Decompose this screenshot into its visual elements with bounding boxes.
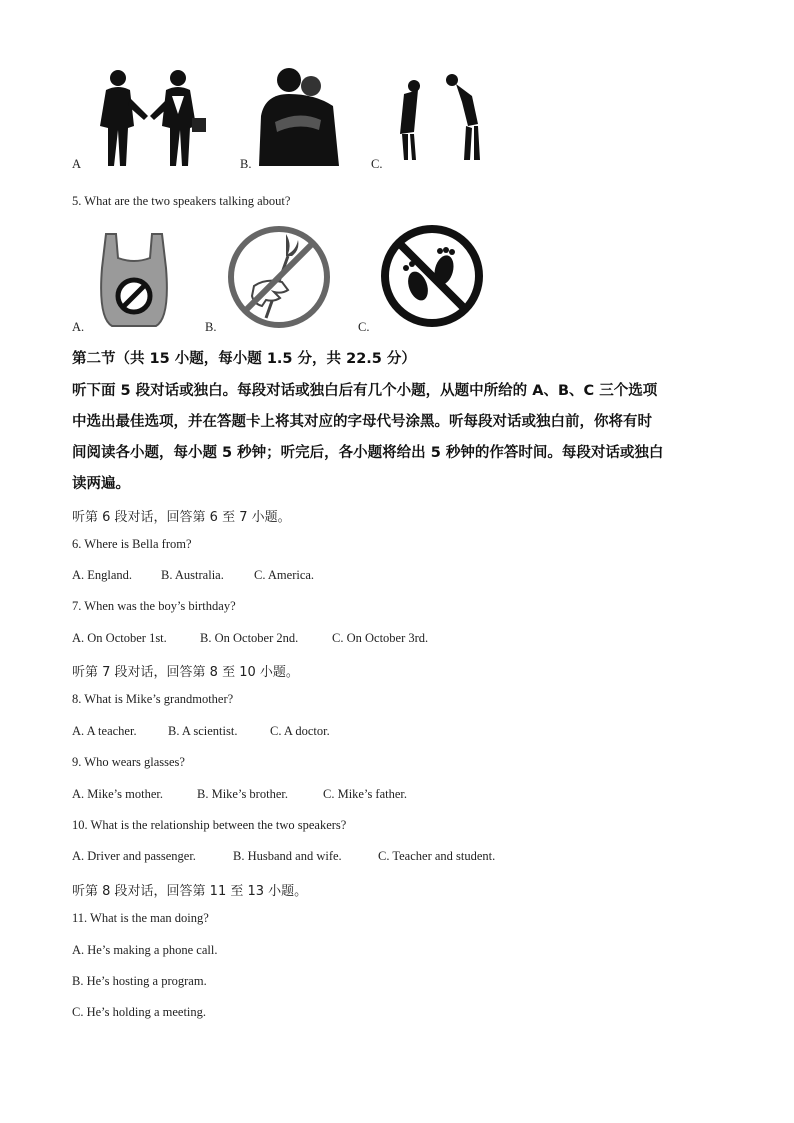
q4-option-b-label: B. xyxy=(240,157,252,171)
q7-option-c: C. On October 3rd. xyxy=(332,631,429,645)
q4-option-c-label: C. xyxy=(371,157,383,171)
section2-instructions-line4: 读两遍。 xyxy=(72,476,130,492)
q10-option-a: A. Driver and passenger. xyxy=(72,849,196,863)
no-picking-flowers-icon xyxy=(226,224,332,330)
dialogue6-intro: 听第 6 段对话，回答第 6 至 7 小题。 xyxy=(72,510,291,525)
q10-question: 10. What is the relationship between the two speakers? xyxy=(72,818,347,832)
q9-option-c: C. Mike’s father. xyxy=(323,787,408,801)
q10-option-c: C. Teacher and student. xyxy=(378,849,496,863)
q8-option-b: B. A scientist. xyxy=(168,724,238,738)
q6-option-c: C. America. xyxy=(254,568,315,582)
section2-instructions-line2: 中选出最佳选项，并在答题卡上将其对应的字母代号涂黑。听每段对话或独白前，你将有时 xyxy=(72,414,652,430)
q9-question: 9. Who wears glasses? xyxy=(72,755,185,769)
q8-option-a: A. A teacher. xyxy=(72,724,137,738)
q8-question: 8. What is Mike’s grandmother? xyxy=(72,692,234,706)
q11-option-b: B. He’s hosting a program. xyxy=(72,974,207,988)
dialogue8-intro: 听第 8 段对话，回答第 11 至 13 小题。 xyxy=(72,884,308,899)
section2-instructions-line3: 间阅读各小题，每小题 5 秒钟；听完后，各小题将给出 5 秒钟的作答时间。每段对话或独白 xyxy=(72,445,664,461)
no-plastic-bag-icon xyxy=(96,228,172,330)
no-stepping-icon xyxy=(378,224,486,328)
bow-icon xyxy=(392,72,486,164)
q9-option-a: A. Mike’s mother. xyxy=(72,787,163,801)
q6-option-b: B. Australia. xyxy=(161,568,224,582)
q7-option-a: A. On October 1st. xyxy=(72,631,167,645)
section2-instructions-line1: 听下面 5 段对话或独白。每段对话或独白后有几个小题，从题中所给的 A、B、C 三个选项 xyxy=(72,383,658,399)
q5-option-b-label: B. xyxy=(205,320,217,334)
q7-option-b: B. On October 2nd. xyxy=(200,631,299,645)
q6-option-a: A. England. xyxy=(72,568,133,582)
q5-option-c-label: C. xyxy=(358,320,370,334)
q4-option-a-label: A xyxy=(72,157,82,171)
q7-question: 7. When was the boy’s birthday? xyxy=(72,599,236,613)
q11-question: 11. What is the man doing? xyxy=(72,911,209,925)
q8-option-c: C. A doctor. xyxy=(270,724,330,738)
handshake-icon xyxy=(92,68,210,168)
q10-option-b: B. Husband and wife. xyxy=(233,849,342,863)
q9-option-b: B. Mike’s brother. xyxy=(197,787,288,801)
section2-heading: 第二节（共 15 小题，每小题 1.5 分，共 22.5 分） xyxy=(72,351,416,367)
q5-option-a-label: A. xyxy=(72,320,85,334)
q11-option-a: A. He’s making a phone call. xyxy=(72,943,218,957)
q6-question: 6. Where is Bella from? xyxy=(72,537,192,551)
hug-icon xyxy=(255,66,343,168)
dialogue7-intro: 听第 7 段对话，回答第 8 至 10 小题。 xyxy=(72,665,299,680)
q11-option-c: C. He’s holding a meeting. xyxy=(72,1005,207,1019)
q5-question: 5. What are the two speakers talking about? xyxy=(72,194,291,208)
